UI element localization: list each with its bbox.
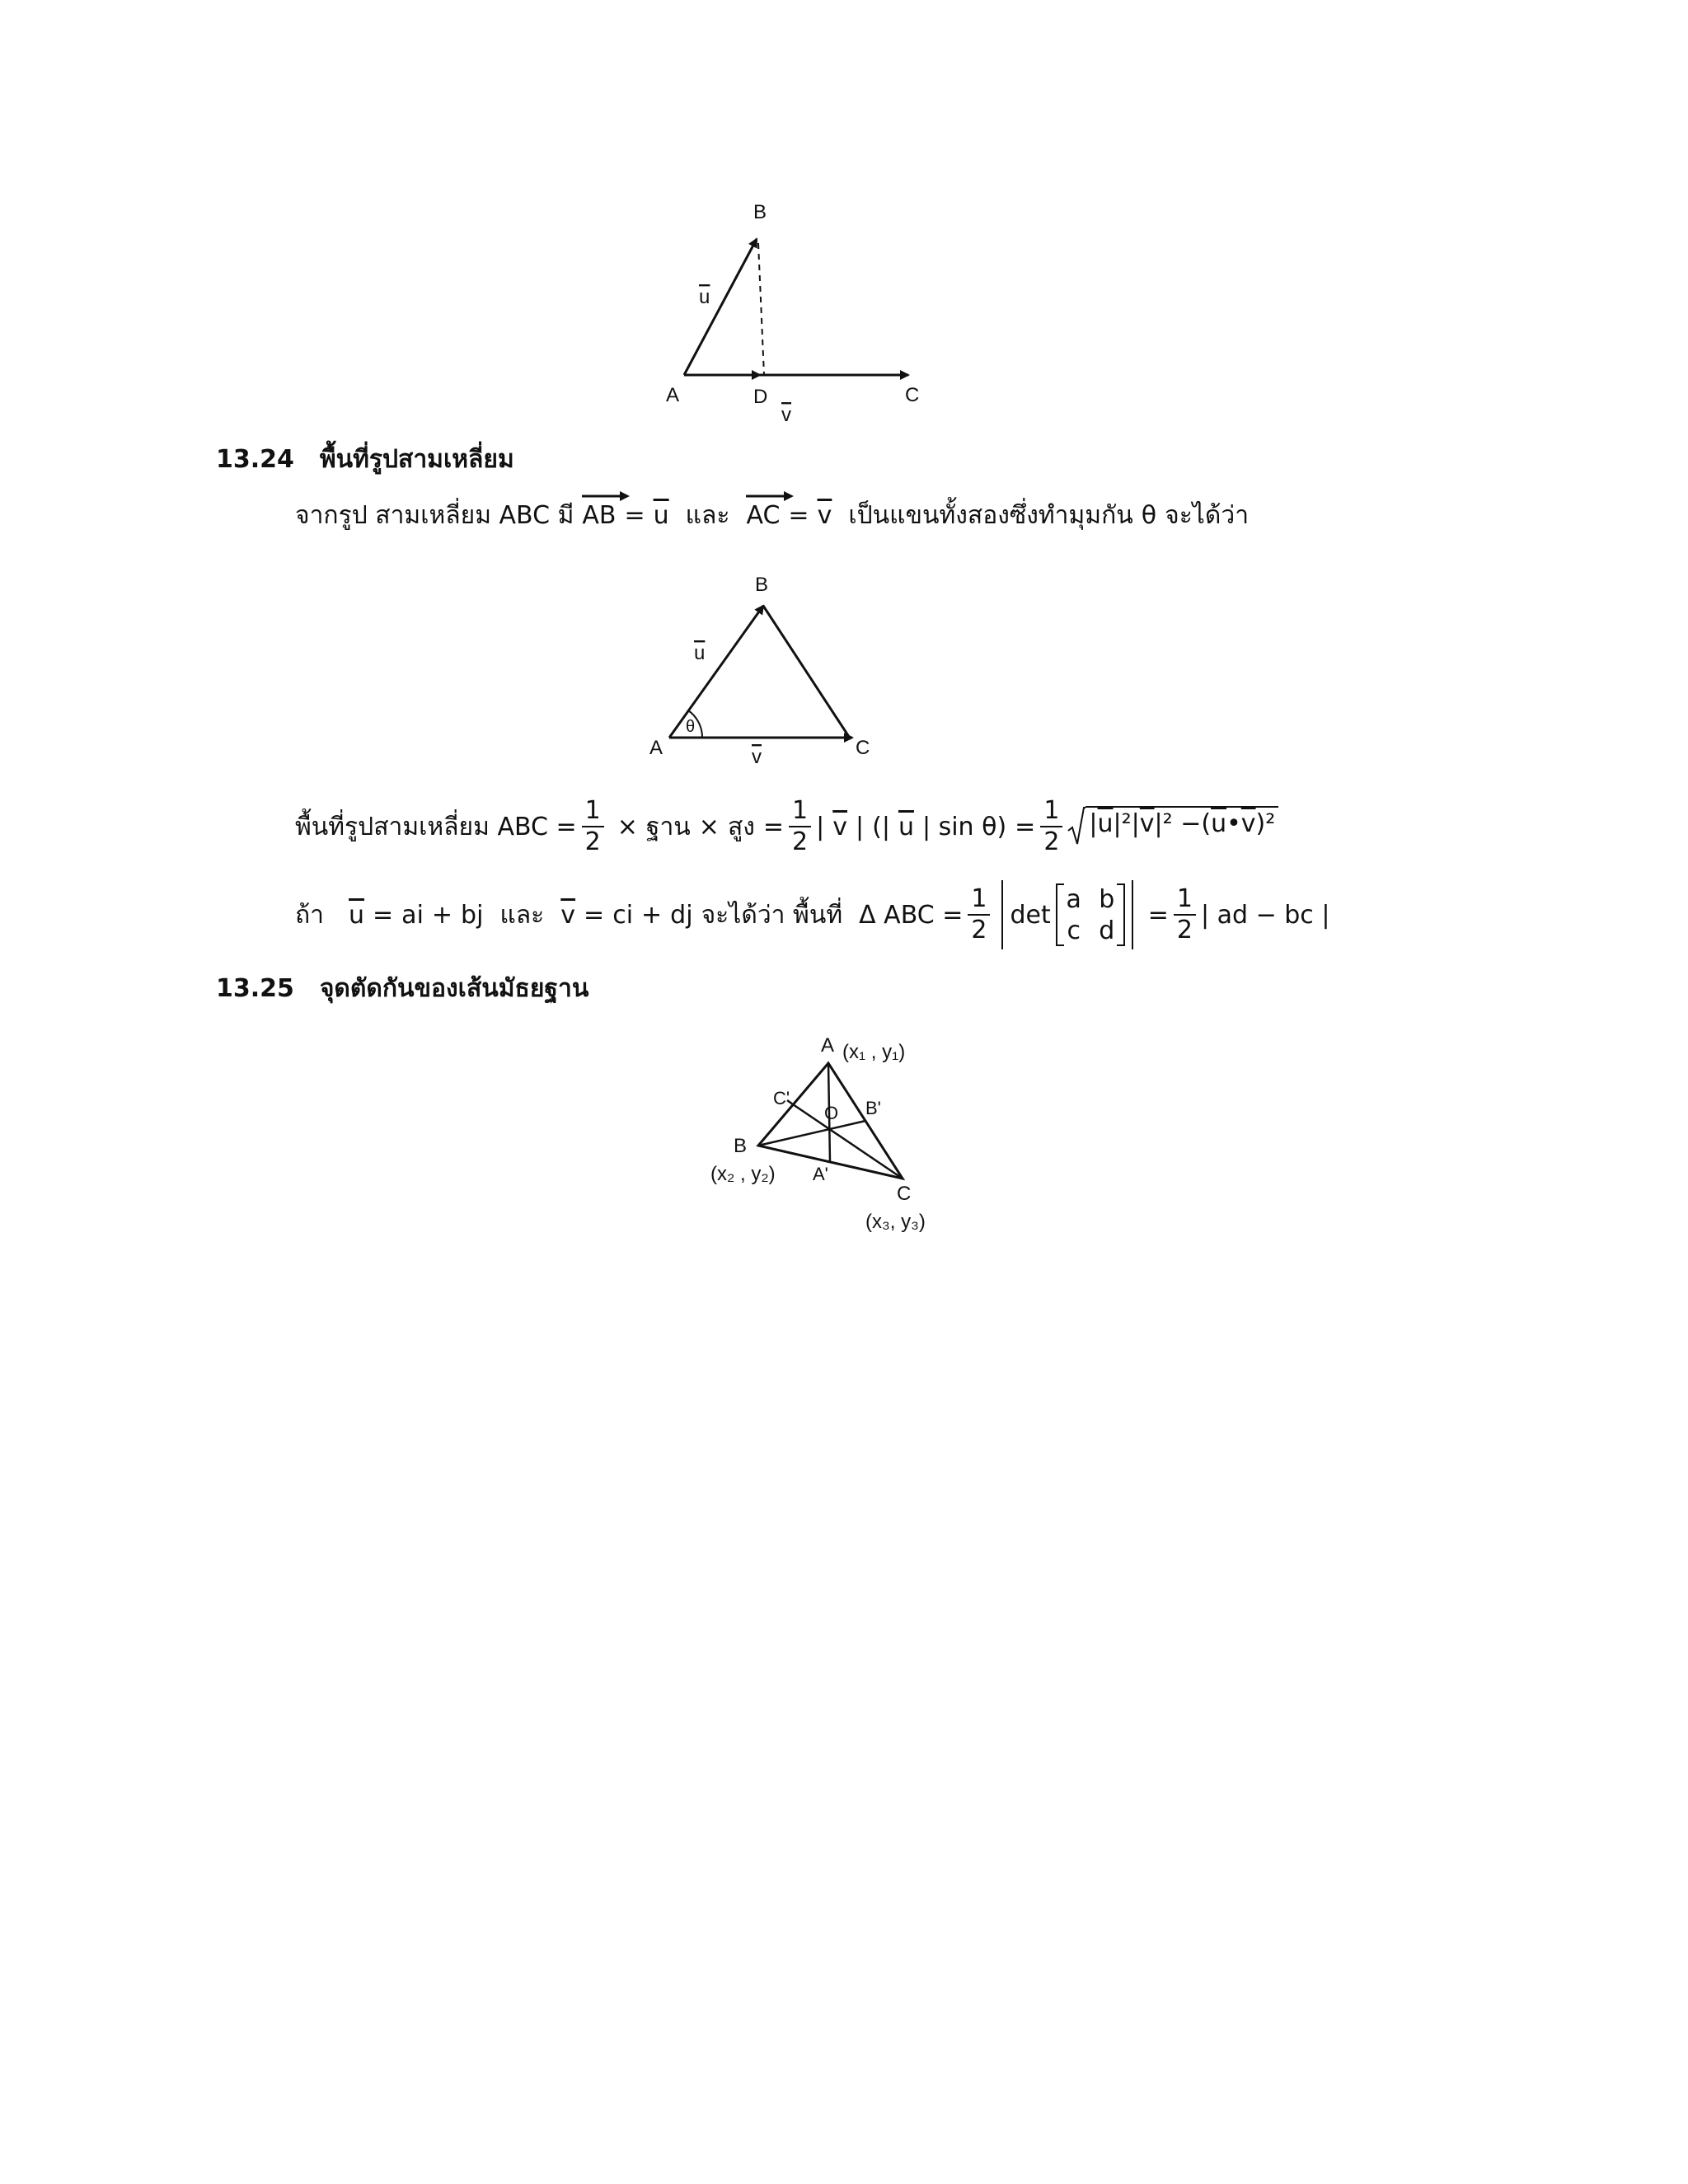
label-o: O (824, 1103, 839, 1123)
label-v: v (781, 404, 791, 426)
label-c: C (905, 384, 920, 406)
section-title: จุดตัดกันของเส้นมัธยฐาน (319, 974, 589, 1003)
vector-u: $\overline{u}$ (1097, 809, 1114, 838)
base-word: ฐาน (645, 812, 691, 841)
label-a: A (666, 384, 680, 406)
unit-j: j (686, 900, 693, 930)
square-root: $|\overline{u}|^2|\overline{v}|^2$ $-(\overline{u}•\overline{v})^2$ (1067, 806, 1278, 847)
matrix-cell: b (1099, 884, 1115, 914)
label-b: B (753, 201, 767, 223)
intro-end: จะได้ว่า (1165, 500, 1250, 530)
triangle-abc: Δ ABC = (859, 900, 964, 930)
abs-bar: | (816, 812, 825, 841)
label-u: u (694, 642, 706, 664)
label-a: A (649, 737, 663, 759)
and-word: และ (685, 500, 730, 530)
theta-symbol: θ (1141, 500, 1157, 530)
label-b-prime: B' (865, 1098, 881, 1118)
equals-sign: = (1147, 900, 1169, 930)
determinant-abs (1001, 880, 1132, 949)
and-word: และ (499, 900, 545, 930)
sin-theta-term: | sin θ) (921, 812, 1007, 841)
label-c-prime: C' (773, 1088, 790, 1108)
fraction-half: $\frac{1}{2}$ (1040, 799, 1062, 855)
medians-figure (701, 1022, 973, 1244)
matrix (1056, 883, 1125, 946)
vector-u-line (684, 239, 757, 375)
unit-i: i (626, 900, 634, 930)
coord-b: (x₂ , y₂) (710, 1163, 776, 1185)
abs-bar: | (856, 812, 865, 841)
label-d: D (753, 386, 768, 408)
vector-arrow-icon (580, 490, 631, 503)
section-number: 13.25 (216, 974, 294, 1003)
label-b: B (755, 574, 769, 596)
equals-sign: = (624, 500, 645, 530)
vector-v: $\overline{v}$ (832, 812, 848, 841)
section-heading-13-25 (216, 972, 588, 1005)
determinant-formula-line (295, 874, 1329, 956)
vector-arrow-icon (744, 490, 795, 503)
unit-j: j (476, 900, 484, 930)
projection-figure (651, 194, 931, 441)
vector-u: $\overline{u}$ (653, 500, 669, 530)
area-formula-line (295, 798, 1278, 855)
if-word: ถ้า (295, 900, 325, 930)
area-prefix: พื้นที่รูปสามเหลี่ยม ABC = (295, 812, 577, 841)
vector-u-line (669, 606, 763, 738)
coef-b: b (461, 900, 477, 930)
matrix-cell: c (1067, 916, 1081, 945)
det-word: det (1010, 900, 1051, 930)
vector-u: $\overline{u}$ (349, 900, 365, 930)
side-bc-line (763, 606, 851, 739)
equals-sign: = (373, 900, 394, 930)
fraction-half: $\frac{1}{2}$ (789, 799, 811, 855)
coef-d: d (670, 900, 687, 930)
section-number: 13.24 (216, 445, 294, 474)
paren-open: (| (872, 812, 890, 841)
label-v: v (752, 746, 762, 768)
fraction-half: $\frac{1}{2}$ (968, 887, 990, 943)
vector-ab: AB (582, 501, 616, 530)
coord-c: (x₃, y₃) (865, 1211, 926, 1233)
times-sign: × (617, 812, 638, 841)
intro-prefix: จากรูป สามเหลี่ยม ABC มี (295, 500, 574, 530)
label-b: B (734, 1135, 748, 1157)
label-theta: θ (686, 718, 696, 736)
vector-v: $\overline{v}$ (817, 500, 832, 530)
label-a: A (821, 1034, 835, 1057)
plus-sign: + (431, 900, 453, 930)
label-c: C (897, 1183, 912, 1205)
times-sign: × (698, 812, 720, 841)
section-heading-13-24 (216, 443, 514, 476)
vector-ac: AC (746, 501, 780, 530)
equals-sign: = (788, 500, 809, 530)
coef-a: a (401, 900, 417, 930)
equals-sign: = (762, 812, 785, 841)
fraction-half: $\frac{1}{2}$ (1174, 887, 1196, 943)
then-phrase: จะได้ว่า พื้นที่ (701, 900, 843, 930)
vector-v: $\overline{v}$ (1240, 809, 1256, 838)
vector-u: $\overline{u}$ (1211, 809, 1227, 838)
fraction-half: $\frac{1}{2}$ (582, 799, 604, 855)
triangle-theta-figure (643, 569, 890, 779)
height-word: สูง (727, 812, 755, 841)
plus-sign: + (641, 900, 663, 930)
vector-v: $\overline{v}$ (1139, 809, 1155, 838)
intro-line (295, 498, 1249, 532)
label-c: C (856, 737, 870, 759)
altitude-dashed-line (758, 243, 764, 375)
label-u: u (699, 286, 710, 308)
label-a-prime: A' (813, 1164, 828, 1184)
matrix-cell: d (1099, 916, 1115, 945)
equals-sign: = (1015, 812, 1036, 841)
result-term: | ad − bc | (1200, 900, 1330, 930)
intro-suffix: เป็นแขนทั้งสองซึ่งทำมุมกัน (848, 500, 1133, 530)
radical-sign-icon (1067, 806, 1085, 847)
coef-c: c (612, 900, 626, 930)
matrix-cell: a (1066, 884, 1081, 914)
unit-i: i (416, 900, 424, 930)
coord-a: (x₁ , y₁) (842, 1041, 906, 1063)
vector-v: $\overline{v}$ (560, 900, 576, 930)
vector-u: $\overline{u}$ (898, 812, 914, 841)
section-title: พื้นที่รูปสามเหลี่ยม (319, 445, 514, 474)
equals-sign: = (584, 900, 605, 930)
median-c (793, 1104, 903, 1179)
